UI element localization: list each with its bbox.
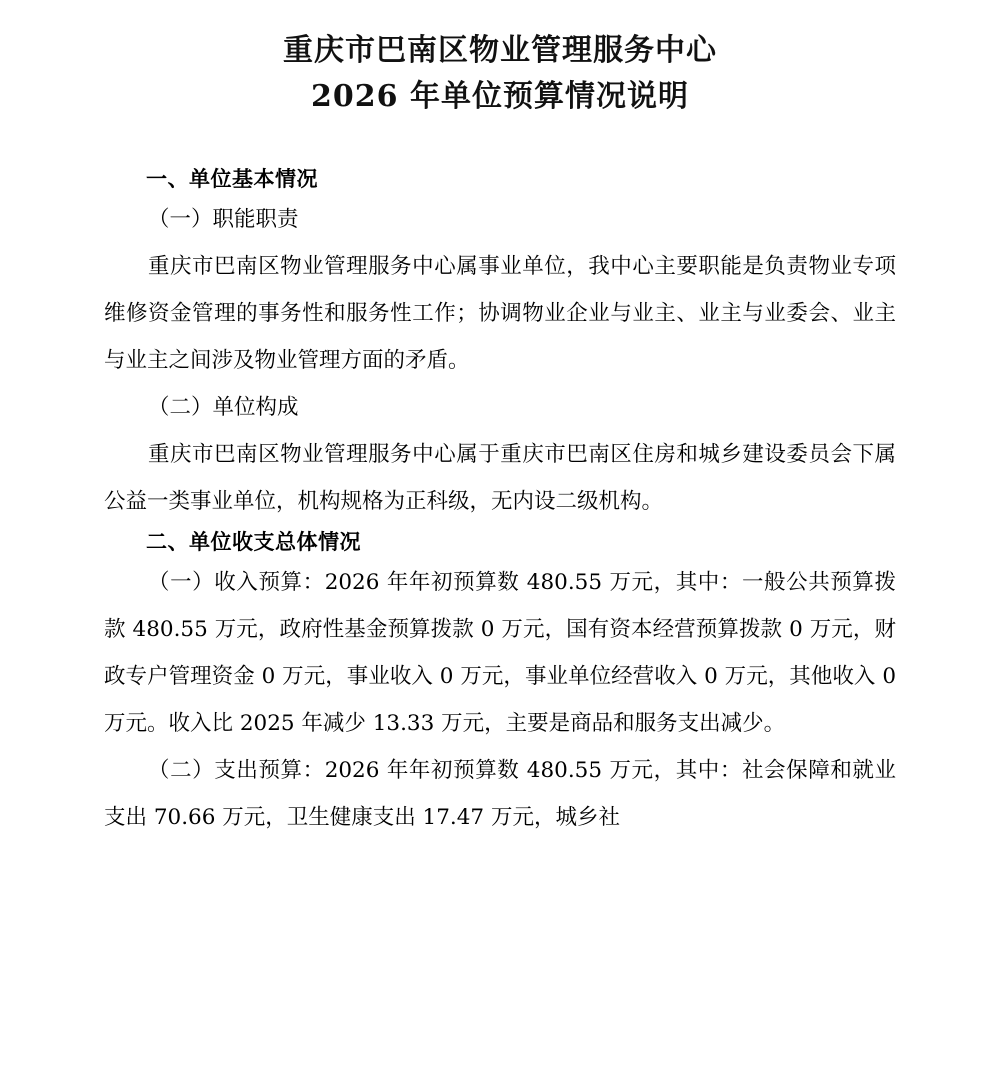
subheading-duties: （一）职能职责	[148, 207, 299, 232]
title-spacer	[104, 120, 896, 162]
page-title-line-1: 重庆市巴南区物业管理服务中心	[283, 33, 717, 68]
section-basic-info	[104, 162, 896, 525]
paragraph-composition: 重庆市巴南区物业管理服务中心属于重庆市巴南区住房和城乡建设委员会下属公益一类事业单位，机构规格为正科级，无内设二级机构。	[104, 442, 896, 514]
page-title	[104, 16, 896, 120]
paragraph-duties: 重庆市巴南区物业管理服务中心属事业单位，我中心主要职能是负责物业专项维修资金管理的事务性和服务性工作；协调物业企业与业主、业主与业委会、业主与业主之间涉及物业管理方面的矛盾。	[104, 254, 896, 373]
section-heading: 二、单位收支总体情况	[146, 530, 361, 554]
paragraph-expenditure-budget: （二）支出预算：2026 年年初预算数 480.55 万元，其中：社会保障和就业支出 70.66 万元，卫生健康支出 17.47 万元，城乡社	[104, 758, 896, 830]
page-title-line-2: 2026 年单位预算情况说明	[311, 79, 689, 114]
section-heading: 一、单位基本情况	[146, 167, 318, 191]
paragraph-income-budget: （一）收入预算：2026 年年初预算数 480.55 万元，其中：一般公共预算拨款 480.55 万元，政府性基金预算拨款 0 万元，国有资本经营预算拨款 0 万元，财政专户管理资金 0 万元，事业收入 0 万元，事业单位经营收入 0 万元，其他收入 0 万元。收入比 2025 年减少 13.33 万元，主要是商品和服务支出减少。	[104, 570, 896, 736]
section-budget-overview	[104, 525, 896, 841]
subheading-composition: （二）单位构成	[148, 395, 299, 420]
